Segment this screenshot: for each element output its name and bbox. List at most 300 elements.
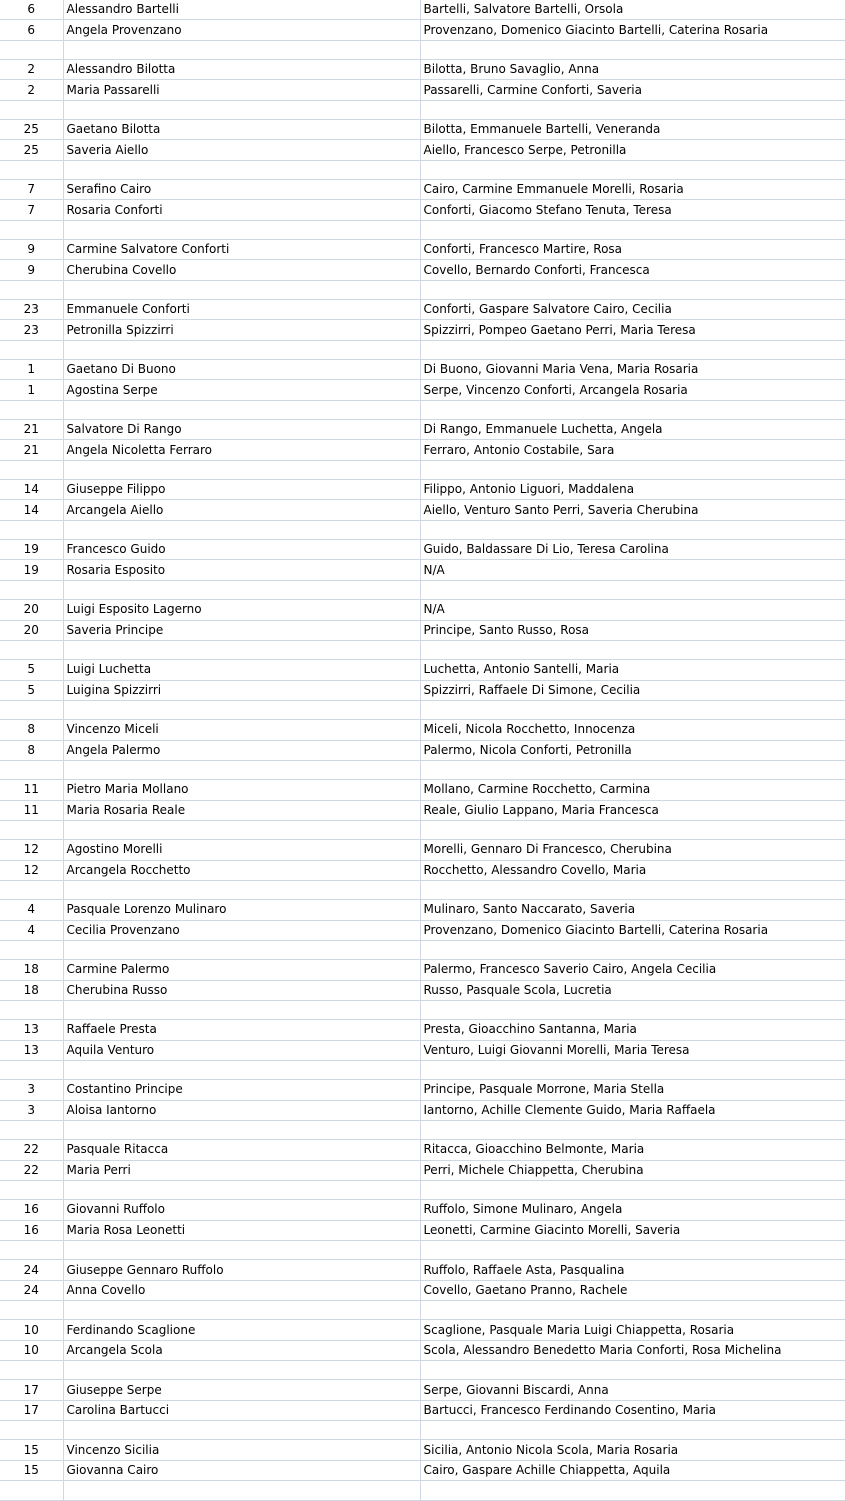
parents-cell[interactable]: N/A (420, 560, 845, 580)
person-name-cell[interactable]: Giuseppe Filippo (63, 480, 420, 500)
parents-cell[interactable]: Luchetta, Antonio Santelli, Maria (420, 660, 845, 680)
parents-cell[interactable]: Russo, Pasquale Scola, Lucretia (420, 980, 845, 1000)
row-number-cell[interactable]: 10 (0, 1320, 63, 1340)
person-name-cell[interactable]: Carmine Salvatore Conforti (63, 240, 420, 260)
parents-cell[interactable] (420, 580, 845, 599)
person-name-cell[interactable]: Pasquale Ritacca (63, 1140, 420, 1160)
parents-cell[interactable] (420, 100, 845, 119)
parents-cell[interactable]: Ferraro, Antonio Costabile, Sara (420, 440, 845, 460)
row-number-cell[interactable]: 4 (0, 920, 63, 940)
parents-cell[interactable]: Aiello, Venturo Santo Perri, Saveria Cherubina (420, 500, 845, 520)
row-number-cell[interactable] (0, 640, 63, 659)
row-number-cell[interactable]: 2 (0, 60, 63, 80)
row-number-cell[interactable]: 22 (0, 1160, 63, 1180)
parents-cell[interactable]: Provenzano, Domenico Giacinto Bartelli, Caterina Rosaria (420, 920, 845, 940)
parents-cell[interactable] (420, 1000, 845, 1019)
person-name-cell[interactable]: Carmine Palermo (63, 960, 420, 980)
person-name-cell[interactable]: Maria Passarelli (63, 80, 420, 100)
row-number-cell[interactable]: 23 (0, 320, 63, 340)
person-name-cell[interactable]: Cecilia Provenzano (63, 920, 420, 940)
table-row (0, 560, 845, 580)
table-row (0, 300, 845, 320)
row-number-cell[interactable]: 12 (0, 840, 63, 860)
row-number-cell[interactable] (0, 280, 63, 299)
parents-cell[interactable]: Provenzano, Domenico Giacinto Bartelli, Caterina Rosaria (420, 20, 845, 40)
row-number-cell[interactable]: 7 (0, 200, 63, 220)
person-name-cell[interactable]: Cherubina Russo (63, 980, 420, 1000)
table-row (0, 1060, 845, 1079)
parents-cell[interactable] (420, 460, 845, 479)
row-number-cell[interactable]: 10 (0, 1340, 63, 1360)
parents-cell[interactable]: Bartelli, Salvatore Bartelli, Orsola (420, 0, 845, 20)
row-number-cell[interactable] (0, 460, 63, 479)
person-name-cell[interactable]: Gaetano Bilotta (63, 120, 420, 140)
parents-cell[interactable]: Spizzirri, Raffaele Di Simone, Cecilia (420, 680, 845, 700)
person-name-cell[interactable]: Anna Covello (63, 1280, 420, 1300)
parents-cell[interactable]: Conforti, Gaspare Salvatore Cairo, Cecilia (420, 300, 845, 320)
person-name-cell[interactable] (63, 1180, 420, 1199)
table-row (0, 920, 845, 940)
table-row (0, 1380, 845, 1400)
table-row (0, 480, 845, 500)
table-row (0, 680, 845, 700)
person-name-cell[interactable]: Vincenzo Sicilia (63, 1440, 420, 1460)
parents-cell[interactable] (420, 40, 845, 59)
table-row (0, 640, 845, 659)
table-row (0, 1361, 845, 1380)
table-row (0, 960, 845, 980)
table-row (0, 380, 845, 400)
table-row (0, 1200, 845, 1220)
person-name-cell[interactable] (63, 1361, 420, 1380)
row-number-cell[interactable]: 4 (0, 900, 63, 920)
table-row (0, 1241, 845, 1260)
table-row (0, 800, 845, 820)
person-name-cell[interactable] (63, 1060, 420, 1079)
parents-cell[interactable]: Ruffolo, Simone Mulinaro, Angela (420, 1200, 845, 1220)
row-number-cell[interactable]: 3 (0, 1080, 63, 1100)
table-row (0, 740, 845, 760)
person-name-cell[interactable]: Saveria Principe (63, 620, 420, 640)
person-name-cell[interactable]: Emmanuele Conforti (63, 300, 420, 320)
table-row (0, 180, 845, 200)
row-number-cell[interactable]: 23 (0, 300, 63, 320)
parents-cell[interactable]: Aiello, Francesco Serpe, Petronilla (420, 140, 845, 160)
person-name-cell[interactable]: Giovanna Cairo (63, 1460, 420, 1480)
row-number-cell[interactable] (0, 1241, 63, 1260)
person-name-cell[interactable]: Alessandro Bilotta (63, 60, 420, 80)
row-number-cell[interactable]: 16 (0, 1220, 63, 1240)
parents-cell[interactable]: Iantorno, Achille Clemente Guido, Maria Raffaela (420, 1100, 845, 1120)
parents-cell[interactable] (420, 820, 845, 839)
row-number-cell[interactable]: 14 (0, 480, 63, 500)
row-number-cell[interactable] (0, 1361, 63, 1380)
row-number-cell[interactable] (0, 340, 63, 359)
parents-cell[interactable]: Morelli, Gennaro Di Francesco, Cherubina (420, 840, 845, 860)
parents-cell[interactable]: Miceli, Nicola Rocchetto, Innocenza (420, 720, 845, 740)
row-number-cell[interactable] (0, 940, 63, 959)
person-name-cell[interactable]: Serafino Cairo (63, 180, 420, 200)
row-number-cell[interactable] (0, 1421, 63, 1440)
parents-cell[interactable]: Principe, Santo Russo, Rosa (420, 620, 845, 640)
person-name-cell[interactable] (63, 400, 420, 419)
row-number-cell[interactable]: 5 (0, 660, 63, 680)
parents-cell[interactable]: Mulinaro, Santo Naccarato, Saveria (420, 900, 845, 920)
person-name-cell[interactable]: Pasquale Lorenzo Mulinaro (63, 900, 420, 920)
table-row (0, 500, 845, 520)
parents-cell[interactable]: Palermo, Nicola Conforti, Petronilla (420, 740, 845, 760)
parents-cell[interactable]: Palermo, Francesco Saverio Cairo, Angela Cecilia (420, 960, 845, 980)
table-row (0, 120, 845, 140)
person-name-cell[interactable]: Luigi Esposito Lagerno (63, 600, 420, 620)
parents-cell[interactable]: Perri, Michele Chiappetta, Cherubina (420, 1160, 845, 1180)
row-number-cell[interactable]: 8 (0, 740, 63, 760)
row-number-cell[interactable] (0, 580, 63, 599)
table-row (0, 160, 845, 179)
table-row (0, 240, 845, 260)
table-row (0, 60, 845, 80)
person-name-cell[interactable]: Francesco Guido (63, 540, 420, 560)
parents-cell[interactable] (420, 1120, 845, 1139)
person-name-cell[interactable] (63, 820, 420, 839)
parents-cell[interactable]: Presta, Gioacchino Santanna, Maria (420, 1020, 845, 1040)
person-name-cell[interactable]: Angela Provenzano (63, 20, 420, 40)
table-row (0, 540, 845, 560)
table-row (0, 1280, 845, 1300)
table-row (0, 260, 845, 280)
person-name-cell[interactable]: Angela Nicoletta Ferraro (63, 440, 420, 460)
parents-cell[interactable] (420, 400, 845, 419)
table-row (0, 1260, 845, 1280)
person-name-cell[interactable]: Giovanni Ruffolo (63, 1200, 420, 1220)
parents-cell[interactable]: Passarelli, Carmine Conforti, Saveria (420, 80, 845, 100)
parents-cell[interactable]: Ritacca, Gioacchino Belmonte, Maria (420, 1140, 845, 1160)
row-number-cell[interactable] (0, 880, 63, 899)
person-name-cell[interactable]: Raffaele Presta (63, 1020, 420, 1040)
parents-cell[interactable]: Filippo, Antonio Liguori, Maddalena (420, 480, 845, 500)
parents-cell[interactable] (420, 220, 845, 239)
row-number-cell[interactable] (0, 1120, 63, 1139)
person-name-cell[interactable]: Pietro Maria Mollano (63, 780, 420, 800)
row-number-cell[interactable]: 19 (0, 540, 63, 560)
person-name-cell[interactable]: Rosaria Conforti (63, 200, 420, 220)
person-name-cell[interactable] (63, 40, 420, 59)
person-name-cell[interactable] (63, 1000, 420, 1019)
parents-cell[interactable]: Bilotta, Bruno Savaglio, Anna (420, 60, 845, 80)
person-name-cell[interactable]: Aquila Venturo (63, 1040, 420, 1060)
person-name-cell[interactable] (63, 1241, 420, 1260)
person-name-cell[interactable]: Luigina Spizzirri (63, 680, 420, 700)
person-name-cell[interactable] (63, 760, 420, 779)
person-name-cell[interactable] (63, 700, 420, 719)
parents-cell[interactable]: Cairo, Carmine Emmanuele Morelli, Rosaria (420, 180, 845, 200)
row-number-cell[interactable] (0, 760, 63, 779)
parents-cell[interactable]: Di Buono, Giovanni Maria Vena, Maria Rosaria (420, 360, 845, 380)
row-number-cell[interactable]: 24 (0, 1260, 63, 1280)
person-name-cell[interactable] (63, 940, 420, 959)
table-row (0, 280, 845, 299)
table-row (0, 1120, 845, 1139)
table-row (0, 840, 845, 860)
table-row (0, 1220, 845, 1240)
row-number-cell[interactable]: 21 (0, 440, 63, 460)
parents-cell[interactable] (420, 1481, 845, 1501)
person-name-cell[interactable]: Vincenzo Miceli (63, 720, 420, 740)
person-name-cell[interactable] (63, 280, 420, 299)
row-number-cell[interactable]: 16 (0, 1200, 63, 1220)
person-name-cell[interactable] (63, 1301, 420, 1320)
table-row (0, 360, 845, 380)
row-number-cell[interactable]: 15 (0, 1440, 63, 1460)
row-number-cell[interactable] (0, 40, 63, 59)
parents-cell[interactable] (420, 700, 845, 719)
table-row (0, 20, 845, 40)
row-number-cell[interactable] (0, 1180, 63, 1199)
row-number-cell[interactable]: 24 (0, 1280, 63, 1300)
row-number-cell[interactable]: 20 (0, 620, 63, 640)
table-row (0, 880, 845, 899)
parents-cell[interactable] (420, 940, 845, 959)
parents-cell[interactable] (420, 1421, 845, 1440)
person-name-cell[interactable]: Costantino Principe (63, 1080, 420, 1100)
person-name-cell[interactable] (63, 220, 420, 239)
table-row (0, 460, 845, 479)
table-row (0, 0, 845, 20)
parents-cell[interactable]: Bilotta, Emmanuele Bartelli, Veneranda (420, 120, 845, 140)
person-name-cell[interactable]: Luigi Luchetta (63, 660, 420, 680)
table-row (0, 80, 845, 100)
table-row (0, 580, 845, 599)
person-name-cell[interactable] (63, 520, 420, 539)
table-row (0, 1040, 845, 1060)
parents-cell[interactable] (420, 520, 845, 539)
person-name-cell[interactable]: Arcangela Aiello (63, 500, 420, 520)
person-name-cell[interactable] (63, 100, 420, 119)
table-row (0, 440, 845, 460)
person-name-cell[interactable]: Petronilla Spizzirri (63, 320, 420, 340)
row-number-cell[interactable]: 2 (0, 80, 63, 100)
table-row (0, 660, 845, 680)
row-number-cell[interactable]: 25 (0, 140, 63, 160)
row-number-cell[interactable] (0, 160, 63, 179)
row-number-cell[interactable]: 6 (0, 0, 63, 20)
table-row (0, 940, 845, 959)
row-number-cell[interactable]: 13 (0, 1040, 63, 1060)
table-row (0, 220, 845, 239)
table-row (0, 1440, 845, 1460)
row-number-cell[interactable] (0, 100, 63, 119)
parents-cell[interactable] (420, 640, 845, 659)
table-row (0, 900, 845, 920)
table-row (0, 140, 845, 160)
row-number-cell[interactable]: 19 (0, 560, 63, 580)
parents-cell[interactable] (420, 1241, 845, 1260)
parents-cell[interactable]: N/A (420, 600, 845, 620)
table-row (0, 1160, 845, 1180)
table-row (0, 1320, 845, 1340)
parents-cell[interactable]: Scaglione, Pasquale Maria Luigi Chiappetta, Rosaria (420, 1320, 845, 1340)
row-number-cell[interactable]: 15 (0, 1460, 63, 1480)
row-number-cell[interactable]: 6 (0, 20, 63, 40)
table-row (0, 1100, 845, 1120)
table-row (0, 520, 845, 539)
parents-cell[interactable]: Covello, Gaetano Pranno, Rachele (420, 1280, 845, 1300)
row-number-cell[interactable] (0, 520, 63, 539)
parents-cell[interactable]: Spizzirri, Pompeo Gaetano Perri, Maria Teresa (420, 320, 845, 340)
row-number-cell[interactable]: 22 (0, 1140, 63, 1160)
table-row (0, 1460, 845, 1480)
parents-cell[interactable]: Venturo, Luigi Giovanni Morelli, Maria Teresa (420, 1040, 845, 1060)
table-row (0, 320, 845, 340)
person-name-cell[interactable]: Agostino Morelli (63, 840, 420, 860)
person-name-cell[interactable]: Salvatore Di Rango (63, 420, 420, 440)
row-number-cell[interactable]: 11 (0, 800, 63, 820)
person-name-cell[interactable]: Arcangela Rocchetto (63, 860, 420, 880)
row-number-cell[interactable]: 9 (0, 240, 63, 260)
table-row (0, 760, 845, 779)
person-name-cell[interactable] (63, 880, 420, 899)
person-name-cell[interactable]: Cherubina Covello (63, 260, 420, 280)
table-row (0, 400, 845, 419)
row-number-cell[interactable] (0, 820, 63, 839)
parents-cell[interactable]: Leonetti, Carmine Giacinto Morelli, Saveria (420, 1220, 845, 1240)
row-number-cell[interactable]: 17 (0, 1380, 63, 1400)
table-row (0, 720, 845, 740)
table-row (0, 340, 845, 359)
parents-cell[interactable]: Di Rango, Emmanuele Luchetta, Angela (420, 420, 845, 440)
parents-cell[interactable]: Principe, Pasquale Morrone, Maria Stella (420, 1080, 845, 1100)
table-row (0, 1000, 845, 1019)
row-number-cell[interactable] (0, 1481, 63, 1501)
row-number-cell[interactable]: 21 (0, 420, 63, 440)
row-number-cell[interactable]: 1 (0, 360, 63, 380)
person-name-cell[interactable]: Saveria Aiello (63, 140, 420, 160)
parents-cell[interactable] (420, 160, 845, 179)
parents-cell[interactable]: Serpe, Vincenzo Conforti, Arcangela Rosaria (420, 380, 845, 400)
table-row (0, 980, 845, 1000)
parents-cell[interactable]: Scola, Alessandro Benedetto Maria Conforti, Rosa Michelina (420, 1340, 845, 1360)
parents-cell[interactable]: Guido, Baldassare Di Lio, Teresa Carolina (420, 540, 845, 560)
table-row (0, 700, 845, 719)
person-name-cell[interactable]: Rosaria Esposito (63, 560, 420, 580)
row-number-cell[interactable] (0, 220, 63, 239)
person-name-cell[interactable]: Agostina Serpe (63, 380, 420, 400)
table-row (0, 820, 845, 839)
row-number-cell[interactable]: 3 (0, 1100, 63, 1120)
person-name-cell[interactable] (63, 160, 420, 179)
row-number-cell[interactable]: 17 (0, 1400, 63, 1420)
table-row (0, 420, 845, 440)
person-name-cell[interactable]: Maria Perri (63, 1160, 420, 1180)
person-name-cell[interactable] (63, 580, 420, 599)
table-row (0, 860, 845, 880)
row-number-cell[interactable]: 13 (0, 1020, 63, 1040)
table-row (0, 1020, 845, 1040)
person-name-cell[interactable] (63, 340, 420, 359)
person-name-cell[interactable] (63, 1421, 420, 1440)
parents-cell[interactable]: Cairo, Gaspare Achille Chiappetta, Aquila (420, 1460, 845, 1480)
table-row (0, 1421, 845, 1440)
row-number-cell[interactable]: 18 (0, 960, 63, 980)
person-name-cell[interactable]: Arcangela Scola (63, 1340, 420, 1360)
parents-cell[interactable]: Mollano, Carmine Rocchetto, Carmina (420, 780, 845, 800)
parents-cell[interactable]: Conforti, Francesco Martire, Rosa (420, 240, 845, 260)
person-name-cell[interactable]: Aloisa Iantorno (63, 1100, 420, 1120)
person-name-cell[interactable]: Maria Rosa Leonetti (63, 1220, 420, 1240)
parents-cell[interactable]: Sicilia, Antonio Nicola Scola, Maria Rosaria (420, 1440, 845, 1460)
row-number-cell[interactable]: 1 (0, 380, 63, 400)
table-row (0, 600, 845, 620)
table-row (0, 1340, 845, 1360)
table-row (0, 1180, 845, 1199)
parents-cell[interactable] (420, 760, 845, 779)
parents-cell[interactable] (420, 1060, 845, 1079)
person-name-cell[interactable] (63, 1120, 420, 1139)
row-number-cell[interactable]: 8 (0, 720, 63, 740)
row-number-cell[interactable]: 9 (0, 260, 63, 280)
parents-cell[interactable] (420, 880, 845, 899)
person-name-cell[interactable]: Angela Palermo (63, 740, 420, 760)
row-number-cell[interactable] (0, 1060, 63, 1079)
parents-cell[interactable]: Rocchetto, Alessandro Covello, Maria (420, 860, 845, 880)
table-row (0, 1080, 845, 1100)
parents-cell[interactable] (420, 280, 845, 299)
person-name-cell[interactable]: Giuseppe Gennaro Ruffolo (63, 1260, 420, 1280)
table-row (0, 200, 845, 220)
parents-cell[interactable]: Covello, Bernardo Conforti, Francesca (420, 260, 845, 280)
table-row (0, 1140, 845, 1160)
row-number-cell[interactable]: 7 (0, 180, 63, 200)
table-row (0, 780, 845, 800)
table-row (0, 40, 845, 59)
row-number-cell[interactable]: 20 (0, 600, 63, 620)
person-name-cell[interactable]: Ferdinando Scaglione (63, 1320, 420, 1340)
table-row (0, 1301, 845, 1320)
row-number-cell[interactable]: 12 (0, 860, 63, 880)
parents-cell[interactable]: Conforti, Giacomo Stefano Tenuta, Teresa (420, 200, 845, 220)
parents-cell[interactable] (420, 1361, 845, 1380)
table-row (0, 1400, 845, 1420)
row-number-cell[interactable] (0, 400, 63, 419)
person-name-cell[interactable] (63, 640, 420, 659)
table-row (0, 620, 845, 640)
person-name-cell[interactable]: Carolina Bartucci (63, 1400, 420, 1420)
person-name-cell[interactable]: Alessandro Bartelli (63, 0, 420, 20)
parents-cell[interactable] (420, 1180, 845, 1199)
parents-cell[interactable]: Ruffolo, Raffaele Asta, Pasqualina (420, 1260, 845, 1280)
row-number-cell[interactable]: 11 (0, 780, 63, 800)
row-number-cell[interactable] (0, 1301, 63, 1320)
parents-cell[interactable] (420, 340, 845, 359)
parents-cell[interactable]: Serpe, Giovanni Biscardi, Anna (420, 1380, 845, 1400)
row-number-cell[interactable]: 14 (0, 500, 63, 520)
person-name-cell[interactable]: Maria Rosaria Reale (63, 800, 420, 820)
row-number-cell[interactable]: 18 (0, 980, 63, 1000)
row-number-cell[interactable] (0, 1000, 63, 1019)
row-number-cell[interactable] (0, 700, 63, 719)
table-row (0, 100, 845, 119)
table-row (0, 1481, 845, 1501)
person-name-cell[interactable] (63, 1481, 420, 1501)
row-number-cell[interactable]: 25 (0, 120, 63, 140)
parents-cell[interactable]: Reale, Giulio Lappano, Maria Francesca (420, 800, 845, 820)
parents-cell[interactable] (420, 1301, 845, 1320)
parents-cell[interactable]: Bartucci, Francesco Ferdinando Cosentino, Maria (420, 1400, 845, 1420)
person-name-cell[interactable]: Giuseppe Serpe (63, 1380, 420, 1400)
person-name-cell[interactable] (63, 460, 420, 479)
person-name-cell[interactable]: Gaetano Di Buono (63, 360, 420, 380)
row-number-cell[interactable]: 5 (0, 680, 63, 700)
